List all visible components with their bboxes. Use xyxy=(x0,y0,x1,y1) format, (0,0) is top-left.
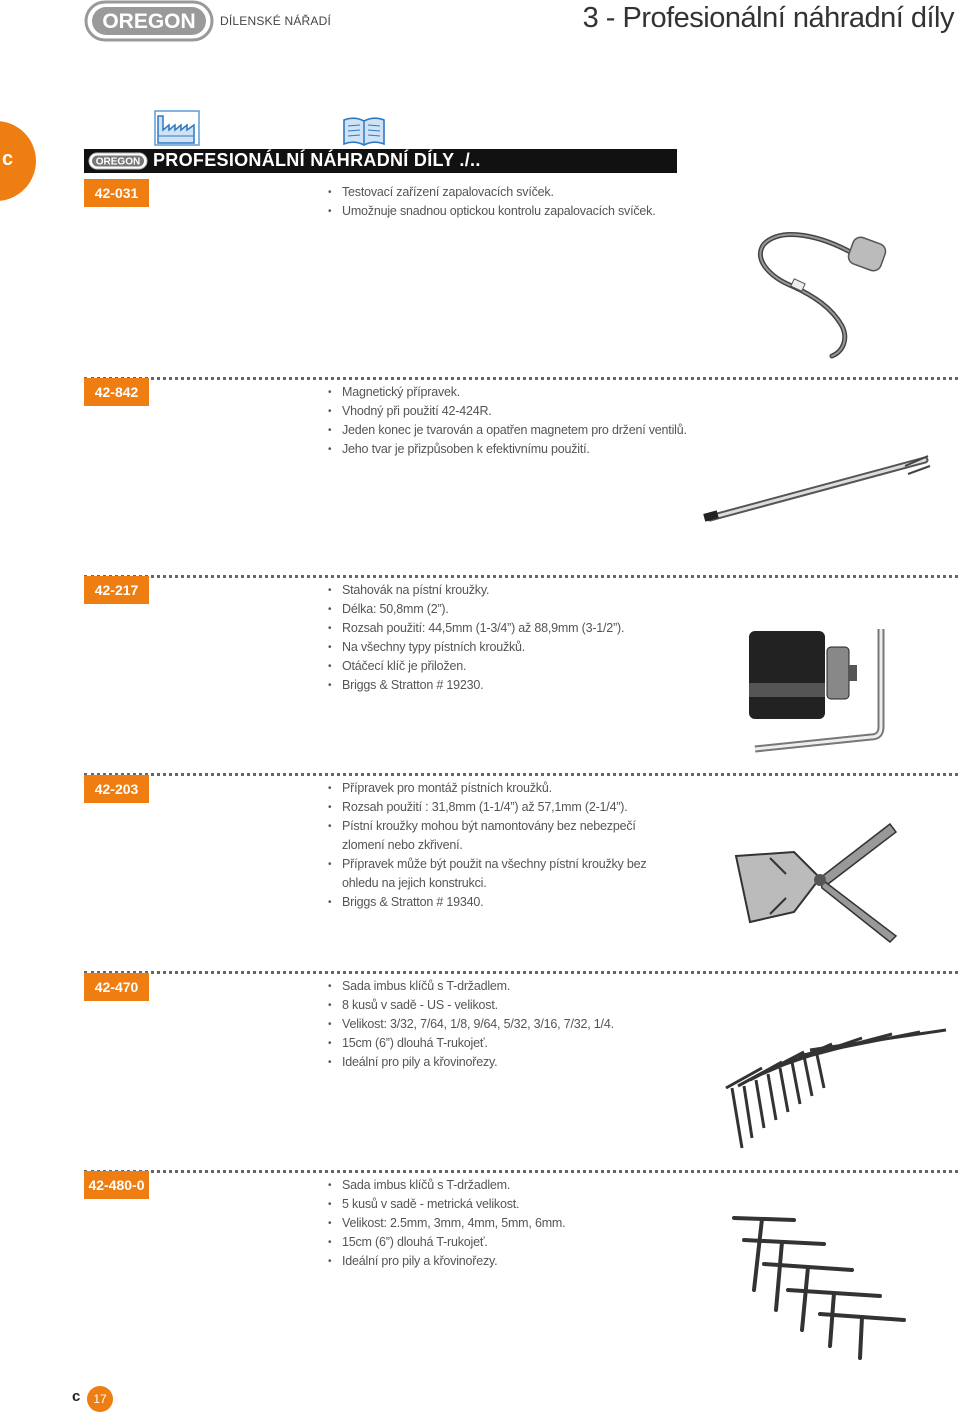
oregon-logo xyxy=(84,0,214,42)
bullet-item: • Sada imbus klíčů s T-držadlem. xyxy=(328,1176,565,1195)
bullet-item: • 15cm (6”) dlouhá T-rukojeť. xyxy=(328,1233,565,1252)
book-icon xyxy=(342,114,386,148)
section-divider xyxy=(84,1170,958,1173)
bullet-item: • Stahovák na pístní kroužky. xyxy=(328,581,624,600)
logo-text: OREGON xyxy=(102,10,196,33)
page-number: 17 xyxy=(87,1386,113,1412)
bullet-item: • Briggs & Stratton # 19230. xyxy=(328,676,624,695)
section-divider xyxy=(84,377,958,380)
factory-icon xyxy=(154,110,200,146)
hex-key-set-metric-image xyxy=(724,1210,910,1360)
bullet-item: • Rozsah použití : 31,8mm (1-1/4”) až 57,1mm (2-1/4”). xyxy=(328,798,673,817)
product-bullets xyxy=(328,581,624,695)
product-code: 42-842 xyxy=(84,378,149,406)
bullet-item: • Velikost: 3/32, 7/64, 1/8, 9/64, 5/32, 3/16, 7/32, 1/4. xyxy=(328,1015,614,1034)
bullet-item: • Magnetický přípravek. xyxy=(328,383,687,402)
bullet-item: • Briggs & Stratton # 19340. xyxy=(328,893,673,912)
footer-chapter-letter: c xyxy=(72,1388,81,1405)
ring-compressor-image xyxy=(745,625,890,755)
bullet-item: • Jeden konec je tvarován a opatřen magnetem pro držení ventilů. xyxy=(328,421,687,440)
bullet-item: • 8 kusů v sadě - US - velikost. xyxy=(328,996,614,1015)
product-bullets xyxy=(328,383,687,459)
bullet-item: • Ideální pro pily a křovinořezy. xyxy=(328,1252,565,1271)
section-divider xyxy=(84,773,958,776)
page-title: 3 - Profesionální náhradní díly xyxy=(582,2,954,34)
bullet-item: • Pístní kroužky mohou být namontovány bez nebezpečí zlomení nebo zkřivení. xyxy=(328,817,673,855)
product-code: 42-480-0 xyxy=(84,1171,149,1199)
bullet-item: • Jeho tvar je přizpůsoben k efektivnímu použití. xyxy=(328,440,687,459)
section-oregon-logo xyxy=(88,152,148,170)
section-divider xyxy=(84,971,958,974)
bullet-item: • Testovací zařízení zapalovacích svíček. xyxy=(328,183,656,202)
spark-tester-image xyxy=(752,226,887,361)
product-bullets xyxy=(328,779,673,912)
bullet-item: • Ideální pro pily a křovinořezy. xyxy=(328,1053,614,1072)
bullet-item: • Přípravek může být použit na všechny pístní kroužky bez ohledu na jejich konstrukci. xyxy=(328,855,673,893)
section-divider xyxy=(84,575,958,578)
bullet-item: • Přípravek pro montáž pístních kroužků. xyxy=(328,779,673,798)
magnetic-tool-image xyxy=(700,452,935,527)
product-bullets xyxy=(328,183,656,221)
bullet-item: • Velikost: 2.5mm, 3mm, 4mm, 5mm, 6mm. xyxy=(328,1214,565,1233)
bullet-item: • 15cm (6”) dlouhá T-rukojeť. xyxy=(328,1034,614,1053)
product-code: 42-470 xyxy=(84,973,149,1001)
bullet-item: • Délka: 50,8mm (2”). xyxy=(328,600,624,619)
product-code: 42-203 xyxy=(84,775,149,803)
product-code: 42-031 xyxy=(84,179,149,207)
bullet-item: • Otáčecí klíč je přiložen. xyxy=(328,657,624,676)
product-bullets xyxy=(328,1176,565,1271)
product-bullets xyxy=(328,977,614,1072)
ring-pliers-image xyxy=(730,818,902,948)
brand-subtitle: DÍLENSKÉ NÁŘADÍ xyxy=(220,14,332,28)
bullet-item: • Na všechny typy pístních kroužků. xyxy=(328,638,624,657)
bullet-item: • 5 kusů v sadě - metrická velikost. xyxy=(328,1195,565,1214)
hex-key-set-us-image xyxy=(722,1028,952,1150)
section-logo-text: OREGON xyxy=(95,156,141,168)
chapter-tab-letter: c xyxy=(2,148,14,170)
bullet-item: • Sada imbus klíčů s T-držadlem. xyxy=(328,977,614,996)
section-title: PROFESIONÁLNÍ NÁHRADNÍ DÍLY ./.. xyxy=(153,150,481,170)
bullet-item: • Rozsah použití: 44,5mm (1-3/4”) až 88,9mm (3-1/2”). xyxy=(328,619,624,638)
product-code: 42-217 xyxy=(84,576,149,604)
bullet-item: • Vhodný při použití 42-424R. xyxy=(328,402,687,421)
bullet-item: • Umožnuje snadnou optickou kontrolu zapalovacích svíček. xyxy=(328,202,656,221)
